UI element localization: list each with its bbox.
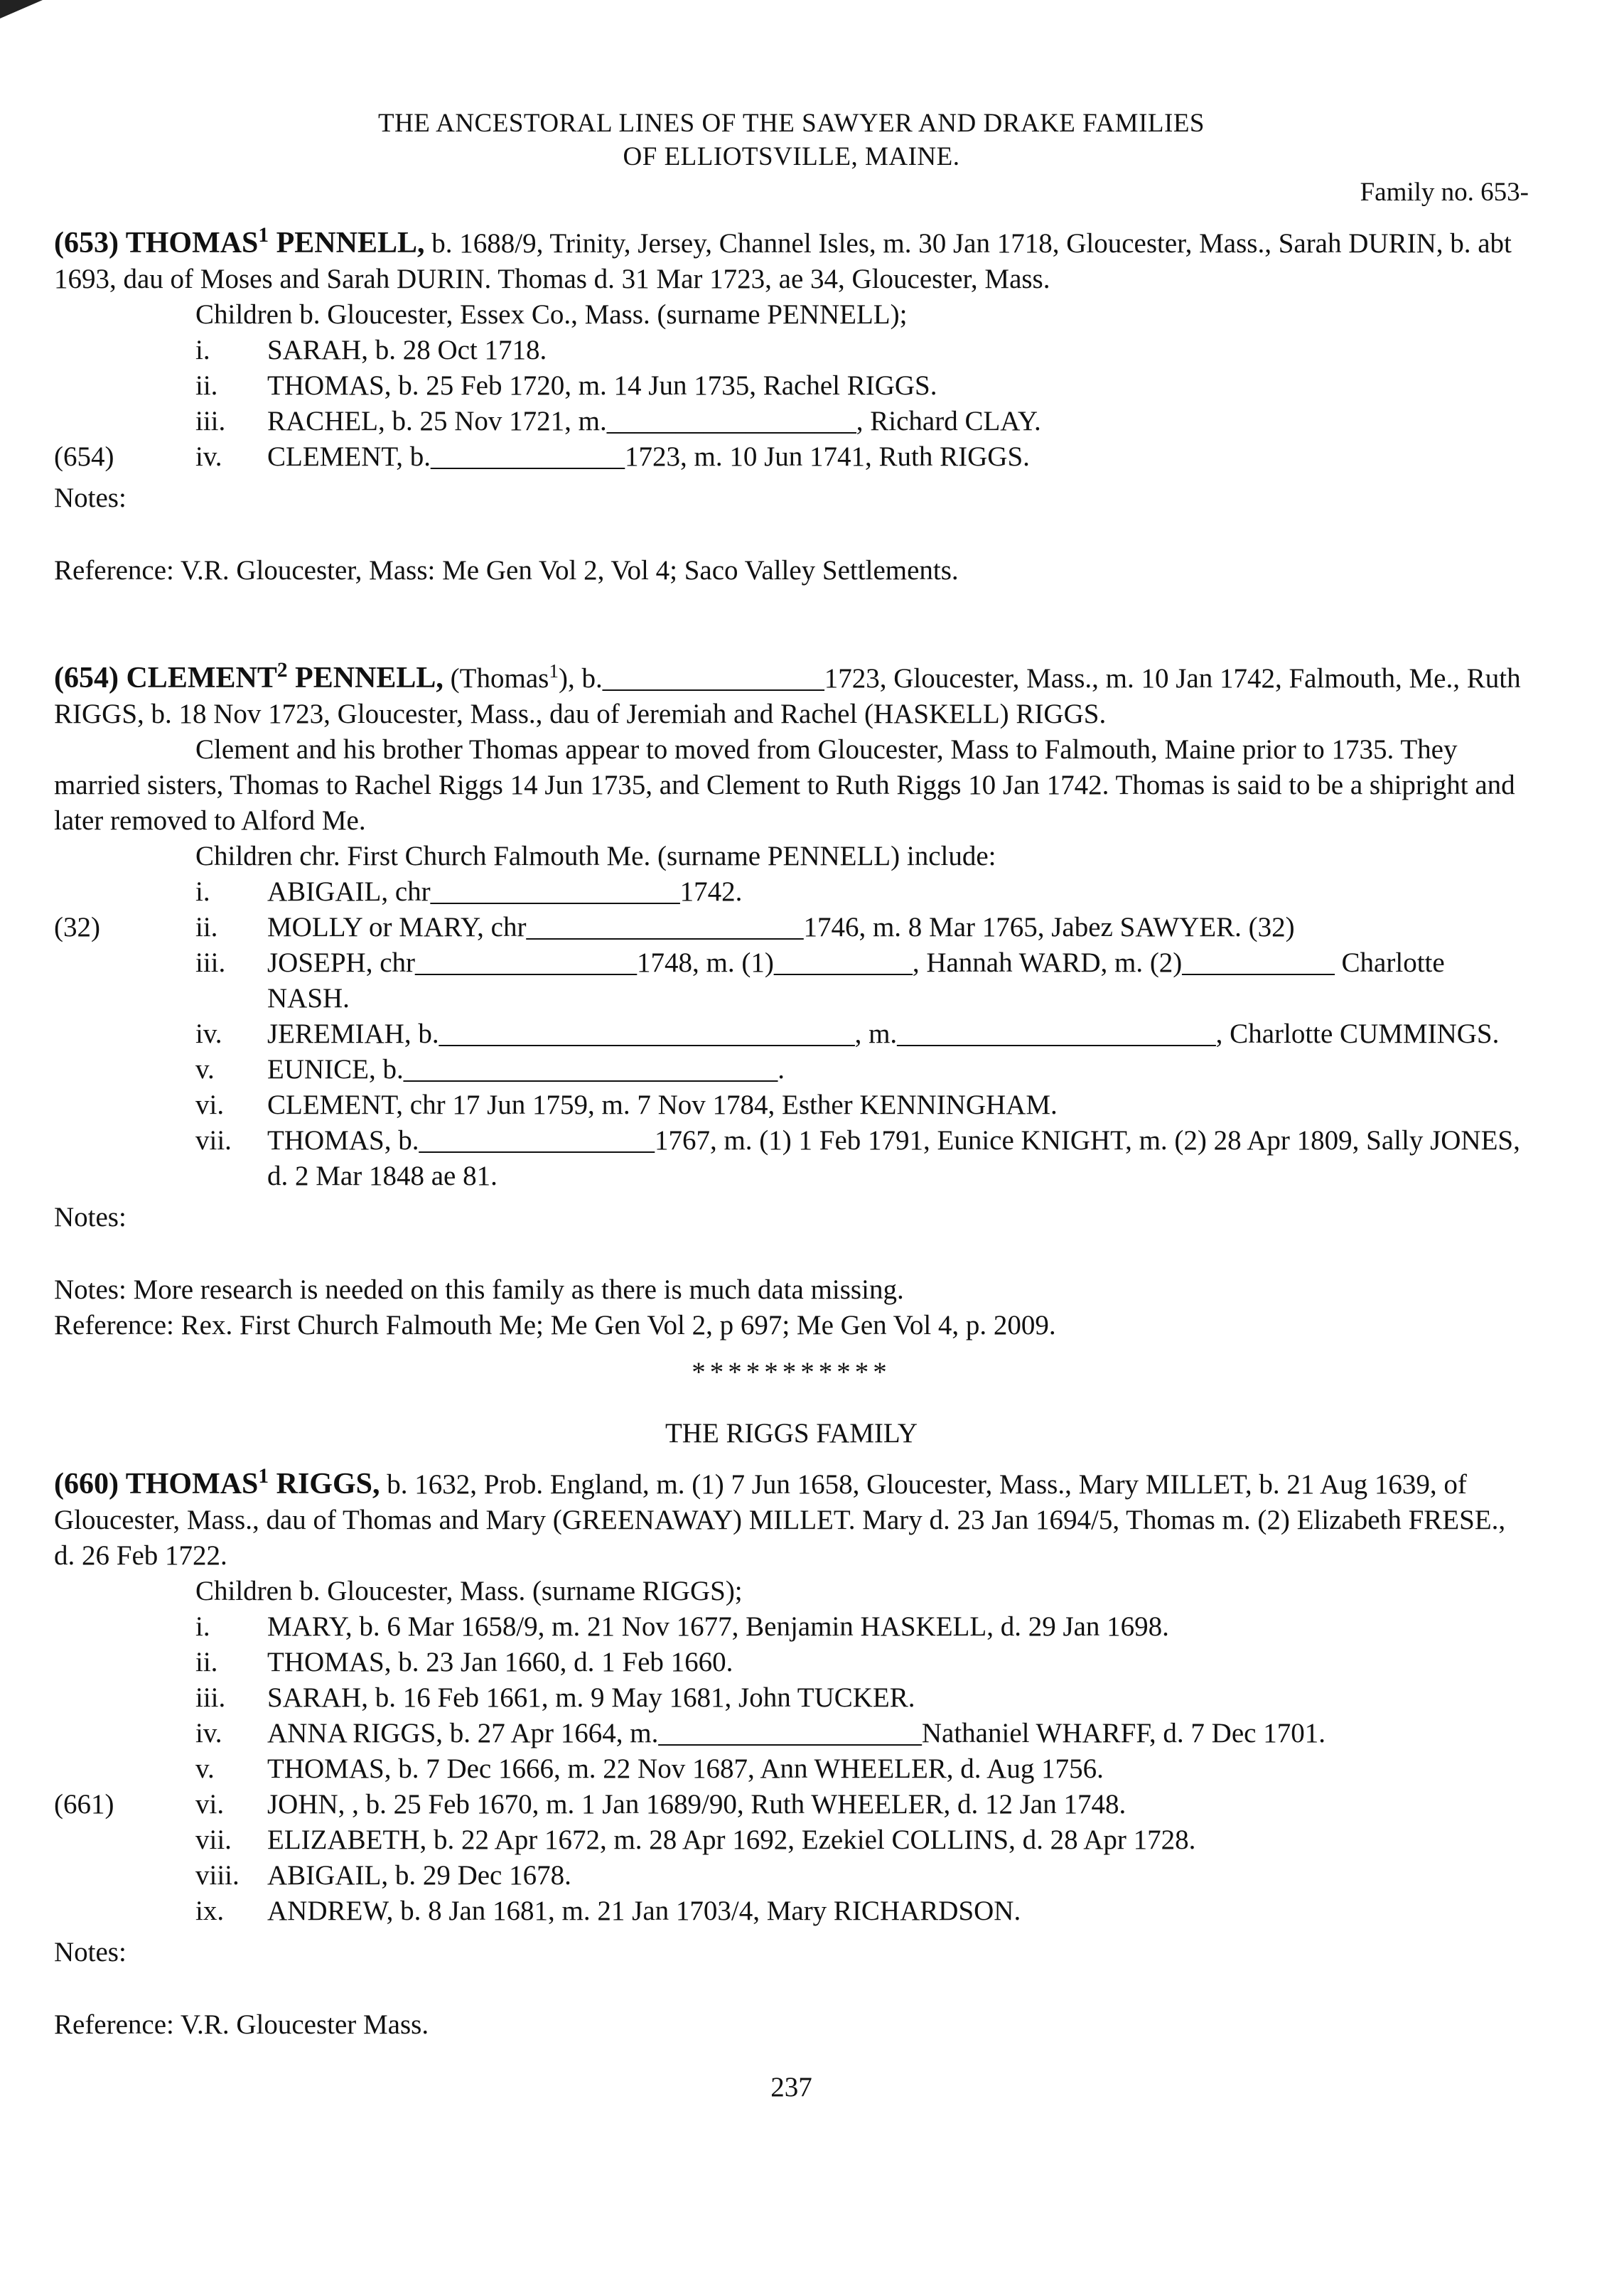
child-name: THOMAS <box>267 370 385 401</box>
family-654-narrative: Clement and his brother Thomas appear to moved from Gloucester, Mass to Falmouth, Maine prior to 1735. They married sisters, Thomas to Rachel Riggs 14 Jun 1735, and Clement to Ruth Riggs 10 Jan 1742. Thomas is said to be a shipright and later removed to Alford Me. <box>54 734 1515 836</box>
child-entry <box>54 1822 1529 1858</box>
child-cross-reference <box>54 404 195 439</box>
family-654-header: (654) CLEMENT$^2$ PENNELL, (Thomas$^1$), b.________________1723, Gloucester, Mass., m. 10 Jan 1742, Falmouth, Me., Ruth RIGGS, b. 18 Nov 1723, Gloucester, Mass., dau of Jeremiah and Rachel (HASKELL) RIGGS. <box>54 659 1521 729</box>
child-cross-reference <box>54 1716 195 1751</box>
child-number: iv. <box>195 1019 222 1049</box>
child-number: iv. <box>195 441 222 472</box>
page-number: 237 <box>770 2072 812 2102</box>
child-name: THOMAS <box>267 1125 385 1156</box>
child-cross-reference <box>54 1087 195 1123</box>
child-facts: , b. 7 Dec 1666, m. 22 Nov 1687, Ann WHEELER, d. Aug 1756. <box>384 1753 1104 1784</box>
child-name: SARAH <box>267 335 362 365</box>
document-title-line-1: THE ANCESTORAL LINES OF THE SAWYER AND DRAKE FAMILIES <box>377 109 1205 138</box>
section-separator: *********** <box>692 1357 891 1387</box>
child-details <box>267 1751 1529 1787</box>
child-details <box>267 1645 1529 1680</box>
child-name: JOHN <box>267 1789 338 1820</box>
child-details <box>267 404 1529 439</box>
child-name: CLEMENT <box>267 1090 397 1120</box>
child-entry <box>54 404 1529 439</box>
child-name: ABIGAIL <box>267 1860 382 1891</box>
child-facts: , chr________________1748, m. (1)__________, Hannah WARD, m. (2)___________ Charlotte NASH. <box>267 947 1445 1014</box>
child-cross-reference <box>54 1609 195 1645</box>
family-654-notes: Notes: <box>54 1202 127 1232</box>
child-facts: , b. 8 Jan 1681, m. 21 Jan 1703/4, Mary RICHARDSON. <box>386 1896 1021 1926</box>
child-details <box>267 910 1529 945</box>
child-number: v. <box>195 1054 215 1085</box>
child-details <box>267 1716 1529 1751</box>
family-654-head-text: ), b.________________1723, Gloucester, Mass., m. 10 Jan 1742, Falmouth, Me., Ruth RIGGS, b. 18 Nov 1723, Gloucester, Mass., dau of Jeremiah and Rachel (HASKELL) RIGGS. <box>54 663 1521 729</box>
child-name: EUNICE <box>267 1054 369 1085</box>
child-cross-reference <box>54 1123 195 1194</box>
child-details <box>267 1016 1529 1052</box>
child-name: ANNA RIGGS <box>267 1718 436 1748</box>
child-details <box>267 333 1529 368</box>
child-name: ELIZABETH <box>267 1825 420 1855</box>
child-number: viii. <box>195 1860 240 1891</box>
child-cross-reference: (32) <box>54 912 100 942</box>
child-entry <box>54 874 1529 910</box>
child-details <box>267 1680 1529 1716</box>
child-name: CLEMENT <box>267 441 397 472</box>
child-entry <box>54 1716 1529 1751</box>
child-details <box>267 874 1529 910</box>
child-number: ix. <box>195 1896 225 1926</box>
child-number: i. <box>195 335 210 365</box>
child-entry <box>54 1052 1529 1087</box>
family-653-head-name: (653) THOMAS$^1$ PENNELL, <box>54 224 425 259</box>
child-facts: , b. 6 Mar 1658/9, m. 21 Nov 1677, Benjamin HASKELL, d. 29 Jan 1698. <box>345 1611 1169 1642</box>
child-details <box>267 1123 1529 1194</box>
child-number: ii. <box>195 1647 218 1677</box>
family-654-head-name: (654) CLEMENT$^2$ PENNELL, <box>54 659 443 694</box>
child-entry <box>54 1087 1529 1123</box>
child-facts: , b. 28 Oct 1718. <box>361 335 547 365</box>
child-number: iii. <box>195 406 226 436</box>
child-details <box>267 1087 1529 1123</box>
scan-corner-mark <box>0 0 43 18</box>
child-details <box>267 1052 1529 1087</box>
child-cross-reference <box>54 1893 195 1929</box>
child-number: i. <box>195 876 210 907</box>
child-facts: , b.______________1723, m. 10 Jun 1741, Ruth RIGGS. <box>396 441 1030 472</box>
child-number: ii. <box>195 912 218 942</box>
child-facts: , b._________________1767, m. (1) 1 Feb 1791, Eunice KNIGHT, m. (2) 28 Apr 1809, Sally JONES, d. 2 Mar 1848 ae 81. <box>267 1125 1520 1191</box>
child-entry <box>54 1609 1529 1645</box>
child-cross-reference <box>54 333 195 368</box>
child-cross-reference: (661) <box>54 1789 114 1820</box>
child-entry <box>54 1787 1529 1822</box>
family-653-children-intro: Children b. Gloucester, Essex Co., Mass. (surname PENNELL); <box>195 299 908 330</box>
child-facts: , b. 25 Feb 1720, m. 14 Jun 1735, Rachel RIGGS. <box>384 370 937 401</box>
child-facts: , chr__________________1742. <box>381 876 743 907</box>
child-facts: , b. 16 Feb 1661, m. 9 May 1681, John TUCKER. <box>361 1682 915 1713</box>
child-cross-reference <box>54 1016 195 1052</box>
child-number: v. <box>195 1753 215 1784</box>
family-653-reference: Reference: V.R. Gloucester, Mass: Me Gen Vol 2, Vol 4; Saco Valley Settlements. <box>54 555 959 586</box>
child-number: iii. <box>195 1682 226 1713</box>
child-cross-reference <box>54 1052 195 1087</box>
child-name: RACHEL <box>267 406 378 436</box>
child-details <box>267 368 1529 404</box>
family-660-head-text: b. 1632, Prob. England, m. (1) 7 Jun 1658, Gloucester, Mass., Mary MILLET, b. 21 Aug 1639, of Gloucester, Mass., dau of Thomas and Mary (GREENAWAY) MILLET. Mary d. 23 Jan 1694/5, Thomas m. (2) Elizabeth FRESE., d. 26 Feb 1722. <box>54 1469 1506 1571</box>
family-660-header <box>54 1458 1529 1574</box>
child-entry <box>54 1645 1529 1680</box>
child-cross-reference <box>54 874 195 910</box>
child-cross-reference <box>54 1858 195 1893</box>
family-654-children <box>54 874 1529 1194</box>
child-entry <box>54 439 1529 475</box>
child-cross-reference <box>54 1645 195 1680</box>
child-facts: , b.___________________________. <box>368 1054 785 1085</box>
child-number: vi. <box>195 1789 225 1820</box>
child-name: JOSEPH <box>267 947 366 978</box>
child-cross-reference <box>54 1822 195 1858</box>
child-name: ANDREW <box>267 1896 387 1926</box>
child-name: SARAH <box>267 1682 362 1713</box>
child-facts: , chr 17 Jun 1759, m. 7 Nov 1784, Esther KENNINGHAM. <box>396 1090 1058 1120</box>
child-facts: , b. 23 Jan 1660, d. 1 Feb 1660. <box>384 1647 733 1677</box>
child-facts: , b. 22 Apr 1672, m. 28 Apr 1692, Ezekiel COLLINS, d. 28 Apr 1728. <box>419 1825 1196 1855</box>
family-653-head-text: b. 1688/9, Trinity, Jersey, Channel Isles, m. 30 Jan 1718, Gloucester, Mass., Sarah DURIN, b. abt 1693, dau of Moses and Sarah DURIN. Thomas d. 31 Mar 1723, ae 34, Gloucester, Mass. <box>54 228 1512 294</box>
child-number: vii. <box>195 1125 232 1156</box>
child-number: iii. <box>195 947 226 978</box>
child-entry <box>54 333 1529 368</box>
child-entry <box>54 1016 1529 1052</box>
family-660-children <box>54 1609 1529 1929</box>
child-details <box>267 1822 1529 1858</box>
child-name: JEREMIAH <box>267 1019 404 1049</box>
child-details <box>267 1893 1529 1929</box>
family-660-reference: Reference: V.R. Gloucester Mass. <box>54 2009 429 2040</box>
child-entry <box>54 1123 1529 1194</box>
child-details <box>267 439 1529 475</box>
child-facts: , b. 27 Apr 1664, m.___________________Nathaniel WHARFF, d. 7 Dec 1701. <box>436 1718 1325 1748</box>
child-cross-reference: (654) <box>54 441 114 472</box>
child-number: vi. <box>195 1090 225 1120</box>
family-654-children-intro: Children chr. First Church Falmouth Me. (surname PENNELL) include: <box>195 841 996 871</box>
child-name: ABIGAIL <box>267 876 382 907</box>
child-details <box>267 1609 1529 1645</box>
child-details <box>267 945 1529 1016</box>
child-facts: , b.______________________________, m._______________________, Charlotte CUMMINGS. <box>404 1019 1500 1049</box>
family-660-children-intro: Children b. Gloucester, Mass. (surname RIGGS); <box>195 1576 743 1606</box>
child-number: iv. <box>195 1718 222 1748</box>
child-name: THOMAS <box>267 1647 385 1677</box>
document-page <box>54 107 1529 2105</box>
child-entry <box>54 910 1529 945</box>
child-entry <box>54 368 1529 404</box>
family-654-notes-extra: Notes: More research is needed on this family as there is much data missing. <box>54 1274 904 1305</box>
family-653-children <box>54 333 1529 475</box>
child-entry <box>54 1751 1529 1787</box>
child-cross-reference <box>54 1751 195 1787</box>
child-name: THOMAS <box>267 1753 385 1784</box>
child-entry <box>54 1858 1529 1893</box>
child-cross-reference <box>54 1680 195 1716</box>
child-facts: , b. 29 Dec 1678. <box>381 1860 571 1891</box>
child-number: i. <box>195 1611 210 1642</box>
child-details <box>267 1787 1529 1822</box>
child-number: vii. <box>195 1825 232 1855</box>
child-number: ii. <box>195 370 218 401</box>
child-entry <box>54 945 1529 1016</box>
child-details <box>267 1858 1529 1893</box>
riggs-family-title: THE RIGGS FAMILY <box>665 1418 918 1449</box>
family-653-header <box>54 217 1529 297</box>
child-entry <box>54 1680 1529 1716</box>
child-name: MOLLY or MARY <box>267 912 478 942</box>
child-entry <box>54 1893 1529 1929</box>
family-660-notes: Notes: <box>54 1937 127 1967</box>
family-number: Family no. 653- <box>1360 178 1529 207</box>
child-facts: , , b. 25 Feb 1670, m. 1 Jan 1689/90, Ruth WHEELER, d. 12 Jan 1748. <box>338 1789 1126 1820</box>
child-facts: , chr____________________1746, m. 8 Mar 1765, Jabez SAWYER. (32) <box>477 912 1295 942</box>
child-facts: , b. 25 Nov 1721, m.__________________, Richard CLAY. <box>378 406 1041 436</box>
family-653-notes: Notes: <box>54 483 127 513</box>
document-title-line-2: OF ELLIOTSVILLE, MAINE. <box>623 142 960 171</box>
child-cross-reference <box>54 368 195 404</box>
child-cross-reference <box>54 945 195 1016</box>
family-660-head-name: (660) THOMAS$^1$ RIGGS, <box>54 1465 380 1500</box>
family-654-reference: Reference: Rex. First Church Falmouth Me; Me Gen Vol 2, p 697; Me Gen Vol 4, p. 2009. <box>54 1310 1056 1341</box>
child-name: MARY <box>267 1611 345 1642</box>
